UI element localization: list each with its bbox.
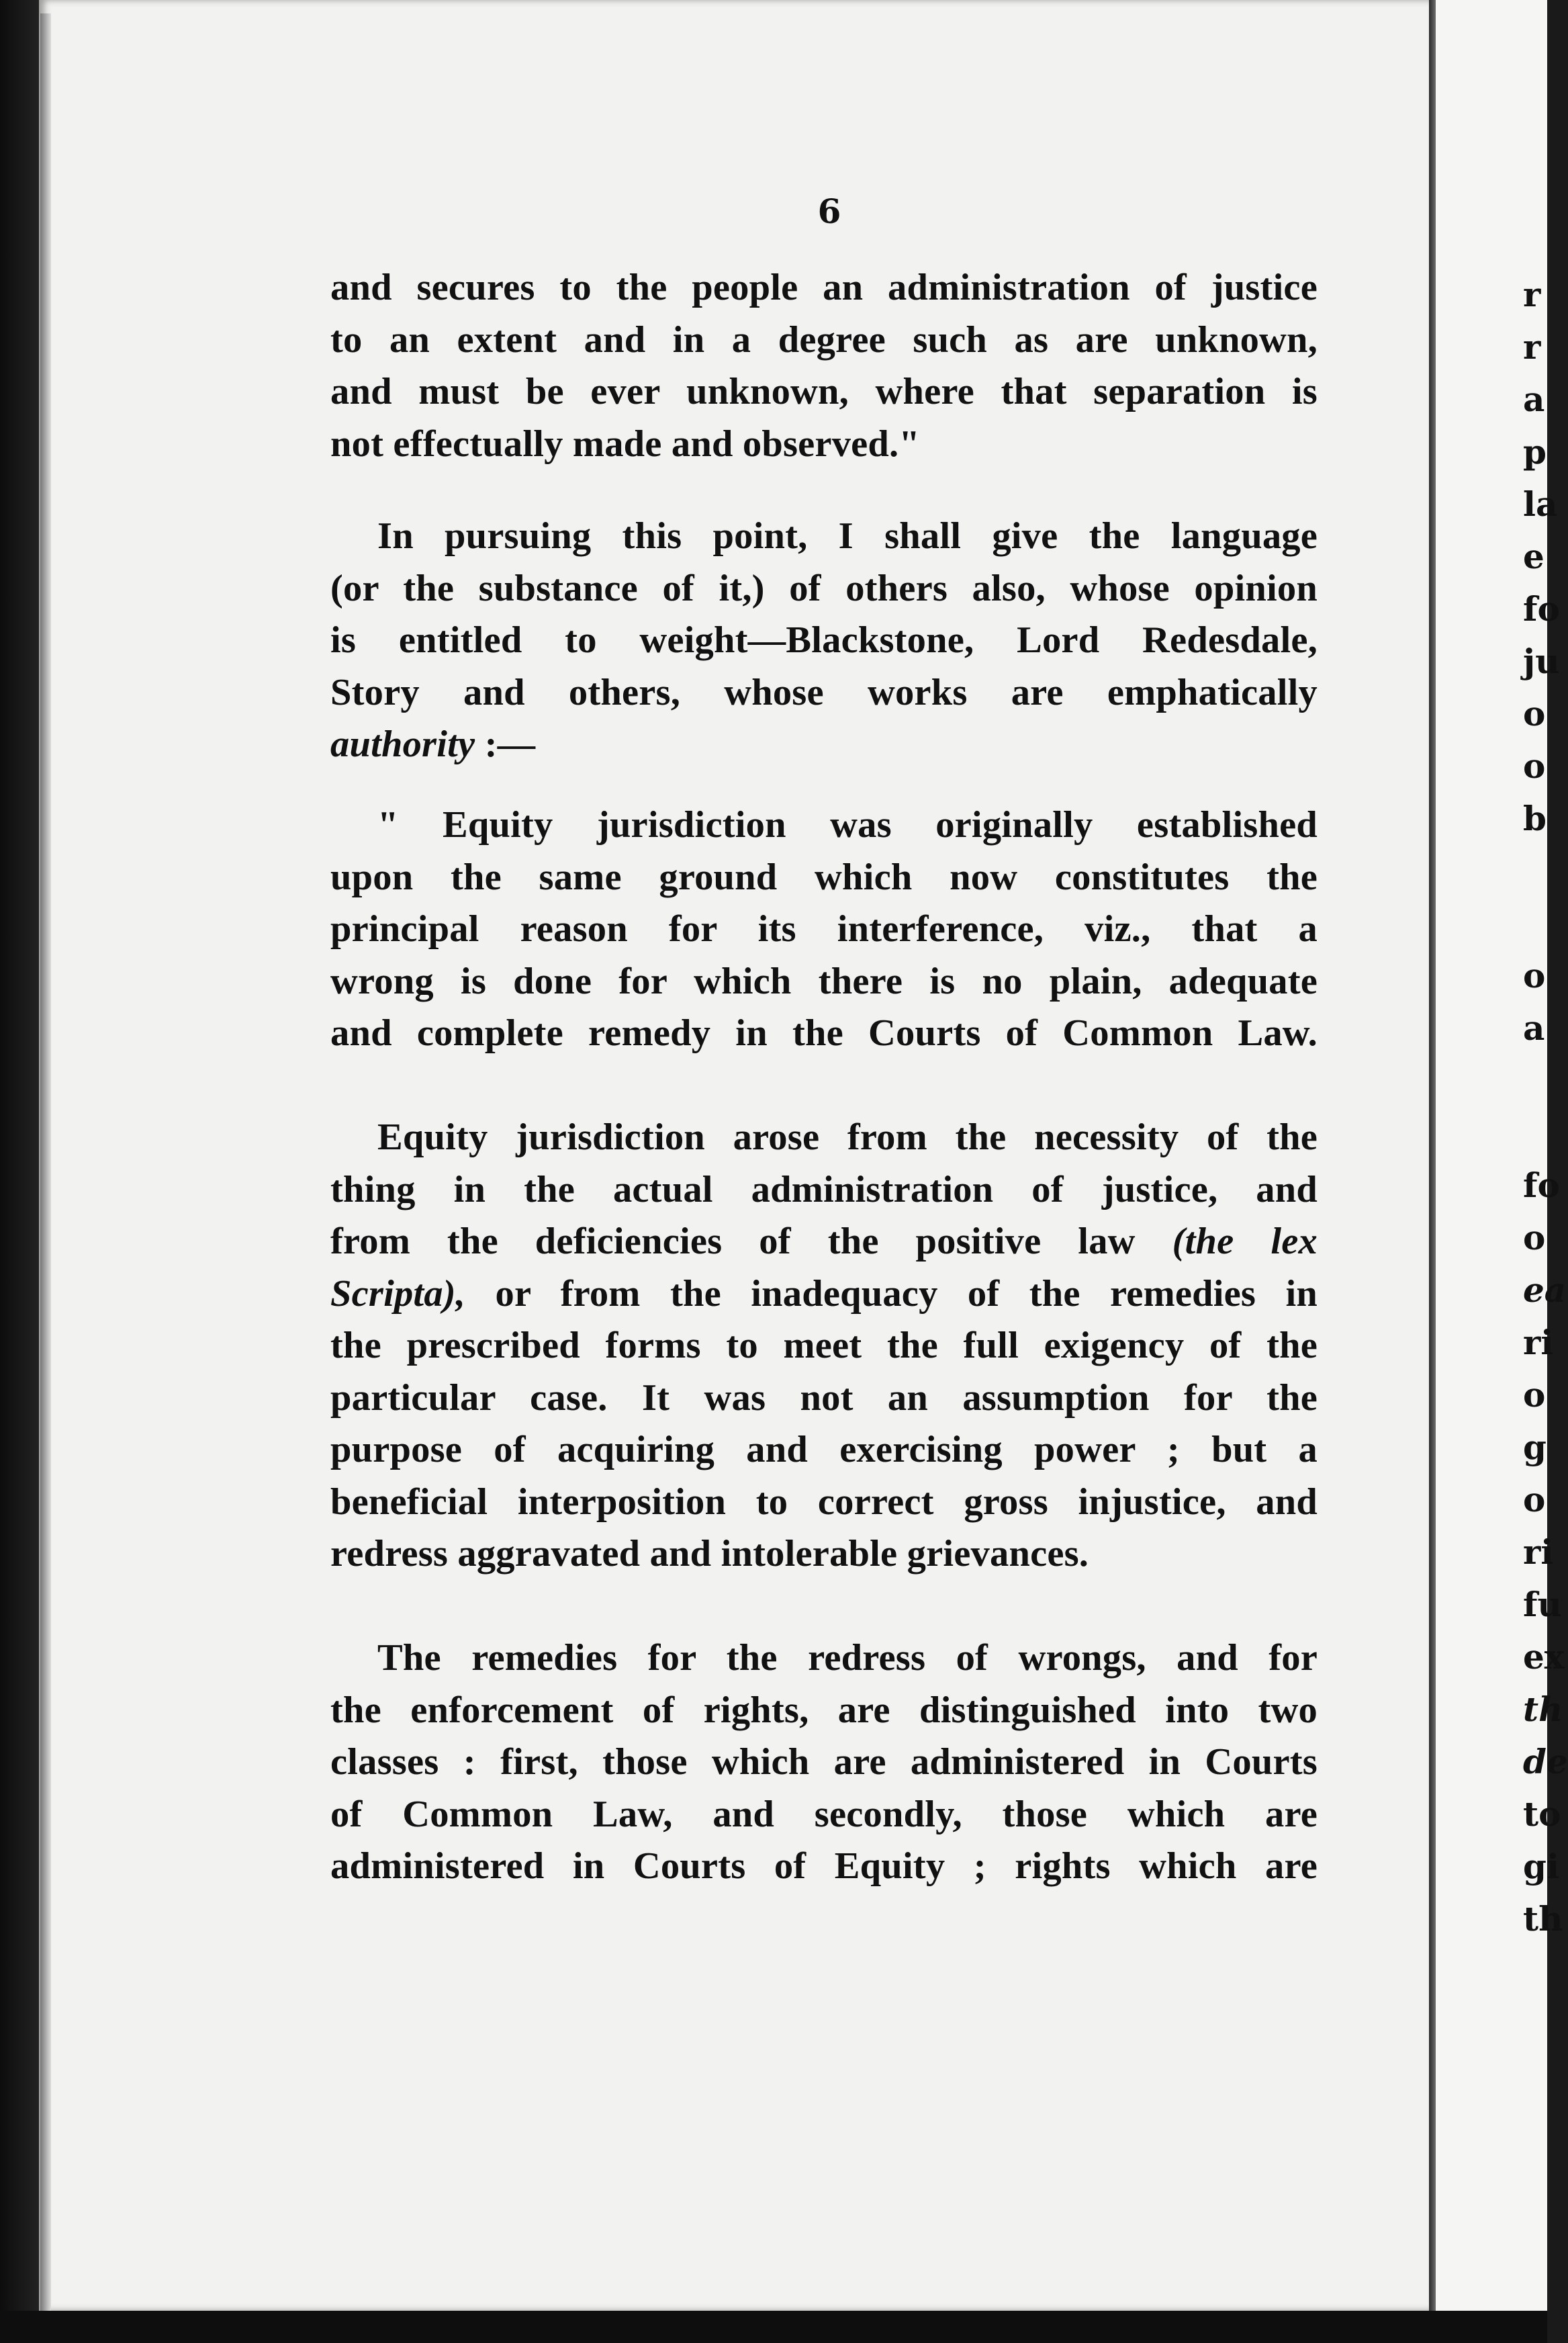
text-line: [330, 1216, 1318, 1268]
facing-page-line-fragment: la: [1523, 484, 1558, 524]
paragraph-3: [330, 799, 1318, 1060]
emphasis-scripta: Scripta),: [330, 1272, 466, 1315]
facing-page-line-fragment: a: [1523, 1008, 1545, 1048]
paragraph-5: [330, 1632, 1318, 1893]
text-line: beneficial interposition to correct gross injustice, and: [330, 1480, 1318, 1523]
facing-page-line-fragment: b: [1523, 799, 1547, 838]
paragraph-4: [330, 1112, 1318, 1581]
text-line: and secures to the people an administration of justice: [330, 267, 1318, 308]
facing-page-line-fragment: fu: [1523, 1585, 1562, 1624]
text-fragment: :—: [475, 723, 536, 765]
facing-page-text: [1523, 269, 1568, 1945]
text-line: to an extent and in a degree such as are unknown,: [330, 318, 1318, 361]
text-line: the enforcement of rights, are distinguished into two: [330, 1689, 1318, 1731]
facing-page-line-fragment: e: [1523, 537, 1544, 576]
facing-page-line-fragment: ri: [1523, 1323, 1554, 1362]
text-line: classes : first, those which are administered in Courts: [330, 1741, 1318, 1783]
facing-page-line-fragment: o: [1523, 746, 1546, 786]
text-fragment: or from the inadequacy of the remedies in: [465, 1272, 1318, 1315]
facing-page-line-fragment: [1523, 1055, 1547, 1107]
scanner-background-left: [0, 0, 39, 2343]
facing-page-line-fragment: gi: [1523, 1847, 1559, 1886]
emphasis-authority: authority: [330, 723, 475, 765]
text-line: of Common Law, and secondly, those which are: [330, 1793, 1318, 1835]
facing-page-line-fragment: p: [1523, 432, 1547, 472]
facing-page-line-fragment: fo: [1523, 589, 1560, 629]
facing-page-line-fragment: [1523, 897, 1547, 950]
facing-page-line-fragment: o: [1523, 1218, 1546, 1257]
facing-page-line-fragment: de: [1523, 1742, 1568, 1781]
facing-page-line-fragment: a: [1523, 380, 1545, 419]
text-line: not effectually made and observed.": [330, 423, 920, 465]
facing-page-line-fragment: o: [1523, 956, 1546, 996]
facing-page-line-fragment: o: [1523, 694, 1546, 734]
facing-page-line-fragment: o: [1523, 1480, 1546, 1519]
facing-page-line-fragment: th: [1523, 1689, 1563, 1729]
paragraph-1: [330, 262, 1318, 470]
text-line: [330, 1268, 1318, 1321]
text-line: redress aggravated and intolerable grievances.: [330, 1533, 1089, 1575]
emphasis-lex: (the lex: [1172, 1221, 1318, 1262]
text-line: principal reason for its interference, viz., that a: [330, 908, 1318, 950]
text-line: " Equity jurisdiction was originally established: [377, 804, 1318, 846]
text-line: administered in Courts of Equity ; rights which are: [330, 1845, 1318, 1887]
text-line: particular case. It was not an assumption for the: [330, 1376, 1318, 1419]
text-line: The remedies for the redress of wrongs, and for: [377, 1637, 1318, 1679]
facing-page-line-fragment: r: [1523, 327, 1541, 367]
text-line: Story and others, whose works are emphatically: [330, 671, 1318, 713]
text-line: the prescribed forms to meet the full exigency of the: [330, 1325, 1318, 1366]
text-line: and complete remedy in the Courts of Common Law.: [330, 1012, 1318, 1054]
text-line: upon the same ground which now constitutes the: [330, 856, 1318, 898]
facing-page-line-fragment: ju: [1523, 642, 1560, 681]
text-fragment: from the deficiencies of the positive law: [330, 1221, 1172, 1262]
facing-page-line-fragment: r: [1523, 275, 1541, 314]
facing-page-line-fragment: ea: [1523, 1270, 1567, 1310]
facing-page-line-fragment: th: [1523, 1899, 1563, 1939]
facing-page-line-fragment: fo: [1523, 1165, 1560, 1205]
text-line: wrong is done for which there is no plain, adequate: [330, 960, 1318, 1002]
text-line: (or the substance of it,) of others also, whose opinion: [330, 567, 1318, 609]
text-line: is entitled to weight—Blackstone, Lord Redesdale,: [330, 619, 1318, 661]
facing-page-line-fragment: ex: [1523, 1637, 1565, 1677]
facing-page-line-fragment: o: [1523, 1375, 1546, 1415]
facing-page-line-fragment: [1523, 1107, 1547, 1159]
facing-page-line-fragment: g: [1523, 1427, 1547, 1467]
facing-page-line-fragment: to: [1523, 1794, 1561, 1834]
facing-page-line-fragment: ri: [1523, 1532, 1554, 1572]
scanner-background-bottom: [0, 2311, 1547, 2343]
page-number: 6: [817, 191, 841, 231]
text-line: In pursuing this point, I shall give the language: [377, 515, 1318, 557]
text-line: thing in the actual administration of justice, and: [330, 1168, 1318, 1210]
text-line: and must be ever unknown, where that separation is: [330, 371, 1318, 412]
text-line: purpose of acquiring and exercising power ; but a: [330, 1429, 1318, 1470]
paragraph-2: [330, 511, 1318, 771]
text-line: Equity jurisdiction arose from the necessity of the: [377, 1116, 1318, 1158]
page-edge-shadow: [40, 13, 51, 2311]
text-line: [330, 719, 1318, 771]
facing-page-line-fragment: [1523, 845, 1547, 897]
